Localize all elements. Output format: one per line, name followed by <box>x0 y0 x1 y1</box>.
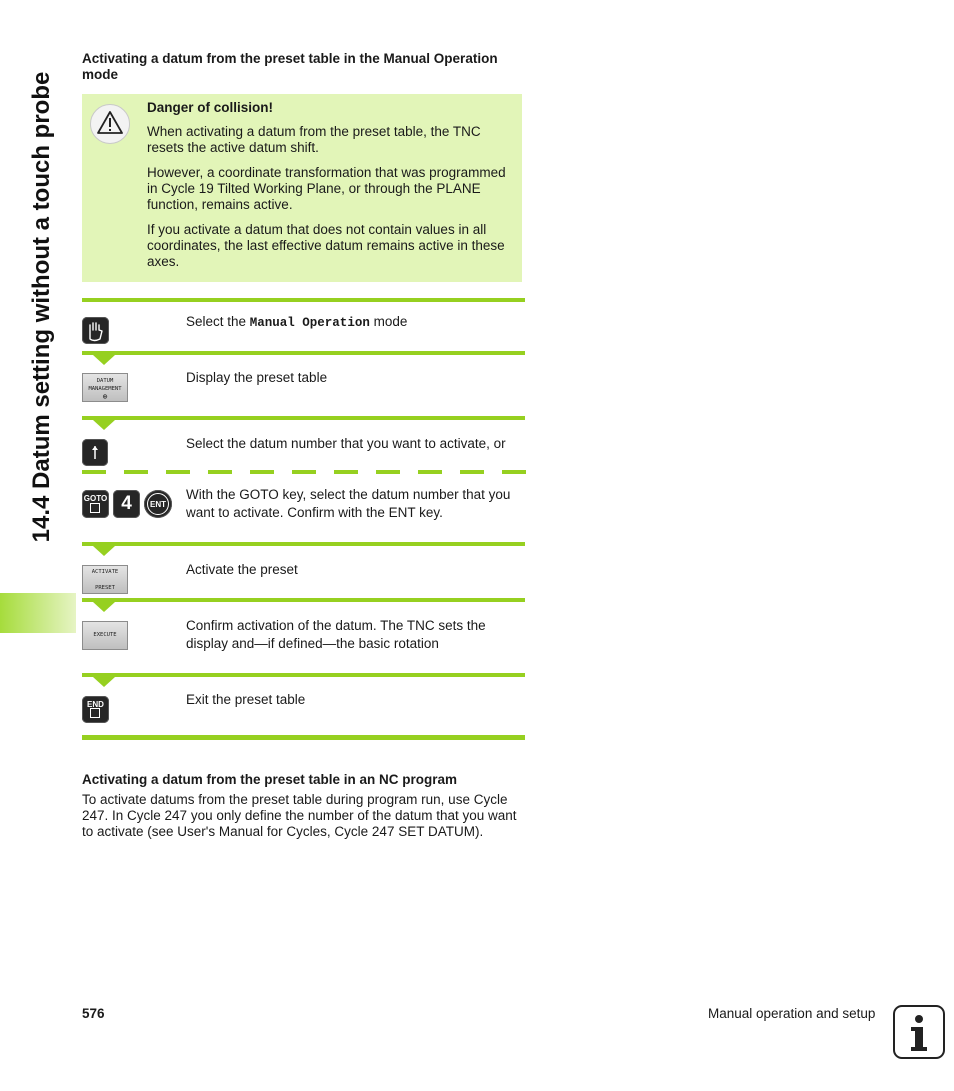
ent-key-label: ENT <box>150 500 166 509</box>
info-icon <box>893 1005 945 1059</box>
datum-management-softkey[interactable] <box>82 373 128 402</box>
section-heading-manual: Activating a datum from the preset table in the Manual Operation mode <box>82 51 498 82</box>
warning-paragraph: If you activate a datum that does not contain values in all coordinates, the last effective datum remains active in these axes. <box>147 222 505 269</box>
execute-softkey[interactable] <box>82 621 128 650</box>
step-display-table: Display the preset table <box>186 370 328 385</box>
step-divider <box>82 351 525 355</box>
warning-title: Danger of collision! <box>147 100 274 115</box>
step-arrow <box>93 355 115 365</box>
key-square-icon <box>90 503 100 513</box>
key-square-icon <box>90 708 100 718</box>
manual-operation-key[interactable] <box>82 317 109 344</box>
softkey-label: PRESET <box>95 585 115 591</box>
step-suffix: mode <box>369 314 408 329</box>
step-prefix: Select the <box>186 314 250 329</box>
warning-paragraph: When activating a datum from the preset table, the TNC resets the active datum shift. <box>147 124 481 155</box>
step-divider <box>82 416 525 420</box>
collision-warning-box <box>82 94 522 282</box>
section-heading-nc-program: Activating a datum from the preset table in an NC program <box>82 772 458 787</box>
ent-key[interactable] <box>144 490 172 518</box>
goto-key-label: GOTO <box>83 494 108 503</box>
chapter-title-text: 14.4 Datum setting without a touch probe <box>28 71 55 543</box>
step-confirm-activation: Confirm activation of the datum. The TNC sets the display and—if defined—the basic rotation <box>186 618 486 651</box>
step-activate-preset: Activate the preset <box>186 562 298 577</box>
step-select-mode <box>186 313 531 332</box>
digit-key[interactable] <box>113 490 140 518</box>
softkey-label: EXECUTE <box>93 632 117 638</box>
end-key[interactable] <box>82 696 109 723</box>
step-arrow <box>93 677 115 687</box>
softkey-label: DATUM <box>96 378 114 384</box>
step-goto-datum: With the GOTO key, select the datum number that you want to activate. Confirm with the ENT key. <box>186 487 511 520</box>
footer-section-title: Manual operation and setup <box>708 1006 876 1021</box>
arrow-up-icon <box>82 439 108 466</box>
chapter-title <box>24 42 60 572</box>
end-key-label: END <box>87 700 104 709</box>
softkey-label: MANAGEMENT <box>88 386 122 392</box>
warning-paragraph: However, a coordinate transformation that was programmed in Cycle 19 Tilted Working Plane, or through the PLANE function, remains active. <box>147 165 506 212</box>
page-number: 576 <box>82 1006 105 1021</box>
step-arrow <box>93 602 115 612</box>
arrow-up-key[interactable] <box>82 439 108 466</box>
step-divider <box>82 673 525 677</box>
step-select-datum: Select the datum number that you want to activate, or <box>186 436 506 451</box>
step-exit-table: Exit the preset table <box>186 692 306 707</box>
mode-name: Manual Operation <box>249 316 370 330</box>
hand-icon <box>82 317 109 344</box>
softkey-label: ACTIVATE <box>91 569 119 575</box>
warning-text <box>147 100 517 279</box>
digit-key-label: 4 <box>121 493 132 514</box>
step-divider <box>82 298 525 302</box>
crosshair-icon: ⊕ <box>102 392 108 401</box>
nc-program-paragraph: To activate datums from the preset table during program run, use Cycle 247. In Cycle 247 you only define the number of the datum that you want to activate (see User's Manual for Cycles, Cycle 247 SET DATUM). <box>82 792 517 839</box>
step-divider <box>82 542 525 546</box>
step-arrow <box>93 546 115 556</box>
chapter-tab-marker <box>0 593 76 633</box>
goto-key[interactable] <box>82 490 109 518</box>
activate-preset-softkey[interactable] <box>82 565 128 594</box>
warning-icon <box>90 104 130 144</box>
alternative-separator <box>82 470 525 474</box>
steps-end-bar <box>82 735 525 740</box>
step-divider <box>82 598 525 602</box>
step-arrow <box>93 420 115 430</box>
